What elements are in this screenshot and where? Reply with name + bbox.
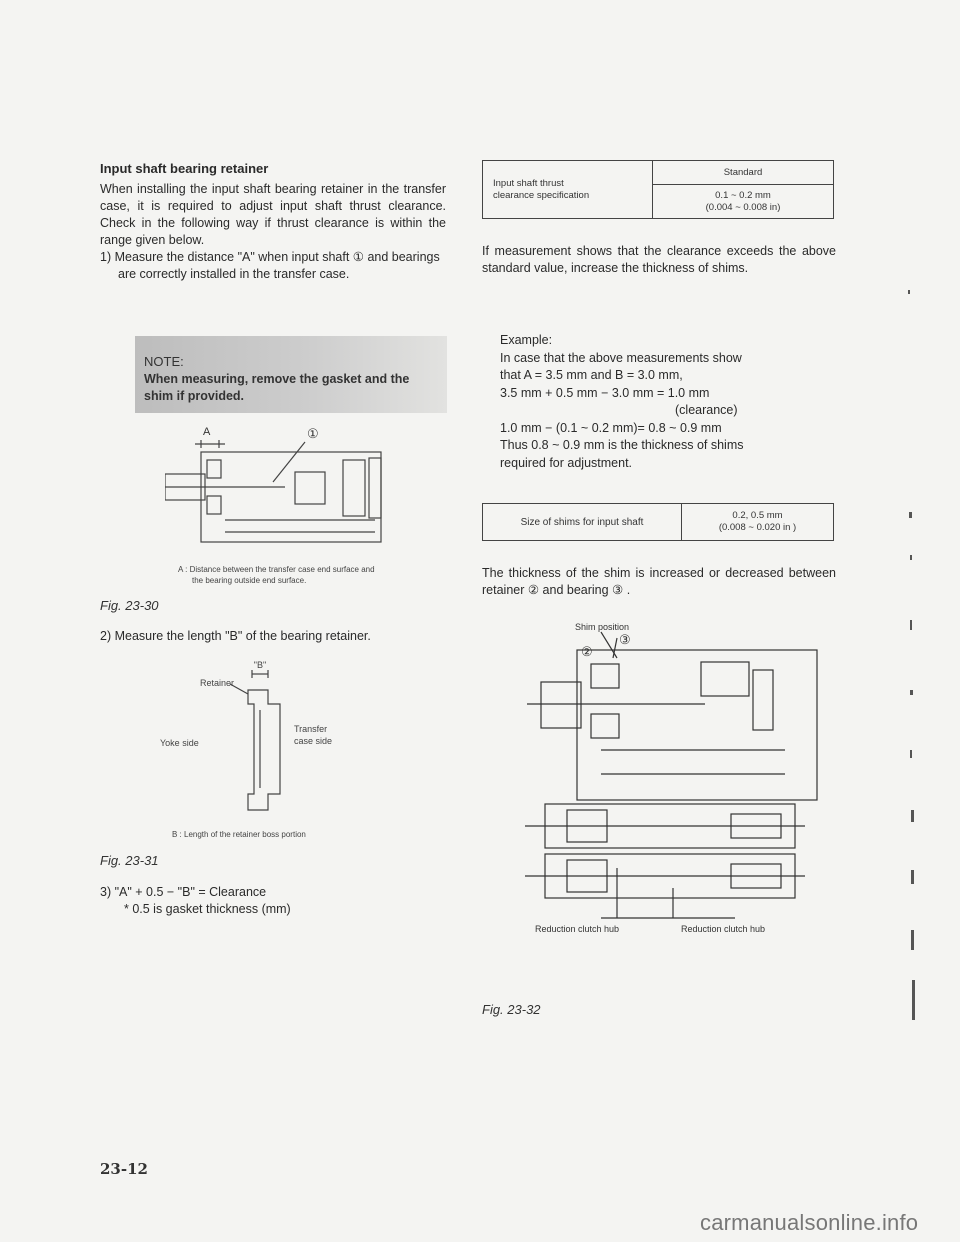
shim-size-value xyxy=(682,504,834,541)
left-column xyxy=(100,160,446,283)
fig1-label-a: A xyxy=(203,426,211,438)
fig-23-30-diagram xyxy=(165,420,425,560)
fig3-label-2: ② xyxy=(581,644,593,659)
note-text: When measuring, remove the gasket and the shim if provided. xyxy=(144,372,410,403)
example-line2: that A = 3.5 mm and B = 3.0 mm, xyxy=(500,368,683,382)
example-line7: required for adjustment. xyxy=(500,455,633,470)
fig2-label-yoke: Yoke side xyxy=(160,738,199,748)
clearance-paragraph: If measurement shows that the clearance exceeds the above standard value, increase the thickness of shims. xyxy=(482,244,836,275)
example-title: Example: xyxy=(500,333,553,347)
fig3-label-hub1: Reduction clutch hub xyxy=(535,924,620,934)
spec-value-line2: (0.004 ~ 0.008 in) xyxy=(705,201,781,213)
example-line1: In case that the above measurements show xyxy=(500,350,742,365)
example-line4: (clearance) xyxy=(675,403,738,417)
step-2: 2) Measure the length "B" of the bearing retainer. xyxy=(100,629,371,643)
spec-row-header-line2: clearance specification xyxy=(493,189,590,201)
shim-size-label: Size of shims for input shaft xyxy=(483,504,682,541)
example-line5: 1.0 mm − (0.1 ~ 0.2 mm)= 0.8 ~ 0.9 mm xyxy=(500,420,722,435)
spec-value-line1: 0.1 ~ 0.2 mm xyxy=(715,189,771,201)
fig2-caption: B : Length of the retainer boss portion xyxy=(172,830,306,839)
spec-row-header xyxy=(483,161,653,219)
fig2-label-b: "B" xyxy=(253,660,267,670)
example-line6: Thus 0.8 ~ 0.9 mm is the thickness of shims xyxy=(500,438,744,452)
spec-col-header: Standard xyxy=(653,161,834,185)
scan-edge-marks xyxy=(900,290,930,1030)
watermark: carmanualsonline.info xyxy=(700,1210,919,1235)
fig1-caption xyxy=(178,564,448,586)
spec-value xyxy=(653,185,834,219)
fig-23-31-label: Fig. 23-31 xyxy=(100,853,159,868)
note-title: NOTE: xyxy=(144,354,184,369)
step-3-formula: 3) "A" + 0.5 − "B" = Clearance xyxy=(100,885,267,899)
fig-23-30-label: Fig. 23-30 xyxy=(100,598,159,613)
fig2-label-transfer2: case side xyxy=(294,736,333,746)
shim-size-table xyxy=(482,503,834,541)
step-1: 1) Measure the distance "A" when input shaft ① and bearings are correctly installed in the transfer case. xyxy=(100,250,440,281)
step-3 xyxy=(100,884,446,918)
section-heading: Input shaft bearing retainer xyxy=(100,161,269,176)
fig3-label-3: ③ xyxy=(619,632,631,647)
fig1-caption-line1: A : Distance between the transfer case end surface and xyxy=(178,565,375,574)
fig1-caption-line2: the bearing outside end surface. xyxy=(192,576,307,585)
page-number: 23-12 xyxy=(100,1160,148,1178)
shim-paragraph: The thickness of the shim is increased or decreased between retainer ② and bearing ③ . xyxy=(482,566,836,597)
spec-row-header-line1: Input shaft thrust xyxy=(493,177,564,189)
step-3-note: * 0.5 is gasket thickness (mm) xyxy=(124,902,291,916)
fig-23-32-label: Fig. 23-32 xyxy=(482,1002,541,1017)
note-box xyxy=(135,336,447,413)
fig-23-31-diagram xyxy=(160,660,380,820)
fig2-label-retainer: Retainer xyxy=(200,678,235,688)
example-line3: 3.5 mm + 0.5 mm − 3.0 mm = 1.0 mm xyxy=(500,385,710,400)
fig2-label-transfer1: Transfer xyxy=(294,724,328,734)
fig3-label-hub2: Reduction clutch hub xyxy=(681,924,766,934)
shim-size-value-line1: 0.2, 0.5 mm xyxy=(732,510,783,521)
shim-size-value-line2: (0.008 ~ 0.020 in ) xyxy=(718,522,797,533)
fig-23-32-diagram xyxy=(505,618,830,943)
clearance-spec-table xyxy=(482,160,834,219)
intro-paragraph: When installing the input shaft bearing retainer in the transfer case, it is required to adjust input shaft thrust clearance. Check in the following way if thrust clearance is within the range given below. xyxy=(100,182,446,247)
example-block xyxy=(500,332,830,472)
fig1-label-1: ① xyxy=(307,426,319,441)
fig3-label-shim: Shim position xyxy=(575,622,630,632)
